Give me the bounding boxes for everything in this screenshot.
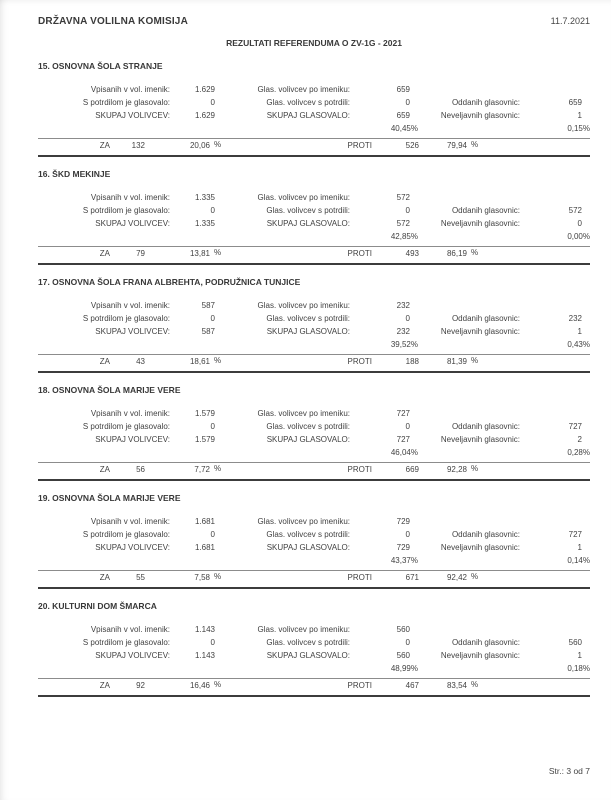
total-voted-value: 659 [396, 111, 410, 120]
proti-percent: 83,54 [446, 681, 467, 690]
turnout-percent: 40,45% [390, 124, 418, 133]
turnout-percent: 39,52% [390, 340, 418, 349]
results-table [38, 299, 590, 351]
za-proti-row [38, 246, 590, 263]
proti-label: PROTI [347, 681, 372, 690]
by-certificate-value: 0 [210, 206, 215, 215]
total-voted-value: 560 [396, 651, 410, 660]
by-certificate-label: S potrdilom je glasovalo: [82, 206, 170, 215]
turnout-percent: 43,37% [390, 556, 418, 565]
results-table [38, 407, 590, 459]
total-voters-value: 1.143 [194, 651, 215, 660]
polling-station-section [38, 61, 590, 157]
registered-label: Vpisanih v vol. imenik: [90, 301, 170, 310]
za-percent: 7,72 [194, 465, 210, 474]
percent-sign: % [471, 140, 479, 149]
by-certificate-value: 0 [210, 314, 215, 323]
invalid-ballots-value: 0 [577, 219, 582, 228]
ballots-cast-label: Oddanih glasovnic: [451, 98, 520, 107]
invalid-ballots-value: 1 [577, 327, 582, 336]
polling-station-section [38, 385, 590, 481]
invalid-ballots-value: 1 [577, 651, 582, 660]
invalid-percent: 0,14% [567, 556, 590, 565]
voted-by-register-value: 729 [396, 517, 410, 526]
proti-votes: 467 [405, 681, 419, 690]
voted-by-register-value: 232 [396, 301, 410, 310]
by-certificate-value: 0 [210, 638, 215, 647]
za-percent: 16,46 [189, 681, 210, 690]
registered-value: 1.681 [194, 517, 215, 526]
ballots-cast-label: Oddanih glasovnic: [451, 638, 520, 647]
invalid-percent: 0,00% [567, 232, 590, 241]
by-certificate-label: S potrdilom je glasovalo: [82, 422, 170, 431]
voted-by-certificate-value: 0 [405, 530, 410, 539]
polling-station-section [38, 601, 590, 697]
invalid-ballots-value: 2 [577, 435, 582, 444]
percent-sign: % [214, 464, 222, 473]
polling-station-section [38, 277, 590, 373]
ballots-cast-value: 572 [568, 206, 582, 215]
invalid-ballots-label: Neveljavnih glasovnic: [440, 543, 520, 552]
percent-sign: % [214, 680, 222, 689]
za-label: ZA [99, 465, 110, 474]
ballots-cast-label: Oddanih glasovnic: [451, 530, 520, 539]
za-votes: 43 [136, 357, 145, 366]
proti-label: PROTI [347, 249, 372, 258]
voted-by-register-label: Glas. volivcev po imeniku: [257, 85, 350, 94]
ballots-cast-label: Oddanih glasovnic: [451, 422, 520, 431]
percent-sign: % [214, 248, 222, 257]
proti-percent: 86,19 [446, 249, 467, 258]
total-voted-label: SKUPAJ GLASOVALO: [266, 435, 350, 444]
voted-by-certificate-value: 0 [405, 638, 410, 647]
section-title: 18. OSNOVNA ŠOLA MARIJE VERE [38, 385, 181, 395]
ballots-cast-label: Oddanih glasovnic: [451, 314, 520, 323]
total-voters-value: 1.335 [194, 219, 215, 228]
percent-sign: % [471, 248, 479, 257]
turnout-percent: 46,04% [390, 448, 418, 457]
percent-sign: % [471, 572, 479, 581]
section-title: 20. KULTURNI DOM ŠMARCA [38, 601, 157, 611]
registered-label: Vpisanih v vol. imenik: [90, 517, 170, 526]
results-table [38, 191, 590, 243]
invalid-ballots-value: 1 [577, 111, 582, 120]
results-table [38, 515, 590, 567]
ballots-cast-value: 232 [568, 314, 582, 323]
za-label: ZA [99, 357, 110, 366]
invalid-percent: 0,28% [567, 448, 590, 457]
by-certificate-label: S potrdilom je glasovalo: [82, 638, 170, 647]
organization-name: DRŽAVNA VOLILNA KOMISIJA [38, 16, 188, 27]
invalid-ballots-label: Neveljavnih glasovnic: [440, 435, 520, 444]
total-voters-value: 1.681 [194, 543, 215, 552]
ballots-cast-label: Oddanih glasovnic: [451, 206, 520, 215]
ballots-cast-value: 560 [568, 638, 582, 647]
voted-by-certificate-value: 0 [405, 98, 410, 107]
section-title: 19. OSNOVNA ŠOLA MARIJE VERE [38, 493, 181, 503]
za-proti-row [38, 462, 590, 479]
by-certificate-value: 0 [210, 98, 215, 107]
registered-label: Vpisanih v vol. imenik: [90, 193, 170, 202]
proti-votes: 188 [405, 357, 419, 366]
voted-by-register-value: 572 [396, 193, 410, 202]
proti-label: PROTI [347, 465, 372, 474]
za-label: ZA [99, 681, 110, 690]
document-header [38, 16, 590, 29]
total-voters-value: 1.579 [194, 435, 215, 444]
invalid-percent: 0,18% [567, 664, 590, 673]
proti-percent: 92,28 [446, 465, 467, 474]
ballots-cast-value: 659 [568, 98, 582, 107]
total-voters-label: SKUPAJ VOLIVCEV: [95, 651, 170, 660]
voted-by-certificate-value: 0 [405, 206, 410, 215]
sections-list [38, 61, 590, 697]
total-voted-value: 727 [396, 435, 410, 444]
results-table [38, 83, 590, 135]
proti-votes: 669 [405, 465, 419, 474]
za-percent: 18,61 [189, 357, 210, 366]
turnout-percent: 48,99% [390, 664, 418, 673]
percent-sign: % [471, 356, 479, 365]
total-voters-label: SKUPAJ VOLIVCEV: [95, 327, 170, 336]
turnout-percent: 42,85% [390, 232, 418, 241]
voted-by-register-value: 560 [396, 625, 410, 634]
total-voted-label: SKUPAJ GLASOVALO: [266, 219, 350, 228]
za-percent: 7,58 [194, 573, 210, 582]
percent-sign: % [471, 464, 479, 473]
document-title: REZULTATI REFERENDUMA O ZV-1G - 2021 [226, 38, 402, 48]
total-voters-label: SKUPAJ VOLIVCEV: [95, 219, 170, 228]
proti-votes: 493 [405, 249, 419, 258]
registered-label: Vpisanih v vol. imenik: [90, 85, 170, 94]
proti-percent: 92,42 [446, 573, 467, 582]
percent-sign: % [214, 572, 222, 581]
results-table [38, 623, 590, 675]
section-title: 17. OSNOVNA ŠOLA FRANA ALBREHTA, PODRUŽNICA TUNJICE [38, 277, 301, 287]
total-voted-label: SKUPAJ GLASOVALO: [266, 111, 350, 120]
total-voted-value: 729 [396, 543, 410, 552]
total-voters-label: SKUPAJ VOLIVCEV: [95, 435, 170, 444]
total-voted-label: SKUPAJ GLASOVALO: [266, 543, 350, 552]
by-certificate-value: 0 [210, 530, 215, 539]
section-title: 16. ŠKD MEKINJE [38, 169, 111, 179]
registered-value: 1.335 [194, 193, 215, 202]
proti-percent: 79,94 [446, 141, 467, 150]
registered-value: 1.579 [194, 409, 215, 418]
proti-votes: 526 [405, 141, 419, 150]
total-voters-value: 1.629 [194, 111, 215, 120]
voted-by-certificate-label: Glas. volivcev s potrdili: [266, 422, 350, 431]
total-voted-value: 232 [396, 327, 410, 336]
za-proti-row [38, 138, 590, 155]
za-votes: 132 [131, 141, 145, 150]
voted-by-register-label: Glas. volivcev po imeniku: [257, 517, 350, 526]
registered-label: Vpisanih v vol. imenik: [90, 625, 170, 634]
registered-value: 1.143 [194, 625, 215, 634]
voted-by-register-label: Glas. volivcev po imeniku: [257, 193, 350, 202]
za-votes: 92 [136, 681, 145, 690]
voted-by-register-label: Glas. volivcev po imeniku: [257, 301, 350, 310]
voted-by-certificate-label: Glas. volivcev s potrdili: [266, 638, 350, 647]
proti-votes: 671 [405, 573, 419, 582]
za-percent: 20,06 [189, 141, 210, 150]
za-proti-row [38, 570, 590, 587]
by-certificate-label: S potrdilom je glasovalo: [82, 530, 170, 539]
invalid-ballots-label: Neveljavnih glasovnic: [440, 651, 520, 660]
document-date: 11.7.2021 [550, 16, 590, 26]
total-voters-label: SKUPAJ VOLIVCEV: [95, 543, 170, 552]
by-certificate-value: 0 [210, 422, 215, 431]
za-proti-row [38, 678, 590, 695]
za-label: ZA [99, 249, 110, 258]
total-voted-value: 572 [396, 219, 410, 228]
total-voters-value: 587 [201, 327, 215, 336]
by-certificate-label: S potrdilom je glasovalo: [82, 314, 170, 323]
registered-value: 1.629 [194, 85, 215, 94]
page-number: Str.: 3 od 7 [548, 766, 590, 776]
registered-label: Vpisanih v vol. imenik: [90, 409, 170, 418]
voted-by-certificate-label: Glas. volivcev s potrdili: [266, 206, 350, 215]
invalid-ballots-label: Neveljavnih glasovnic: [440, 327, 520, 336]
voted-by-register-value: 727 [396, 409, 410, 418]
polling-station-section [38, 169, 590, 265]
total-voted-label: SKUPAJ GLASOVALO: [266, 651, 350, 660]
voted-by-register-label: Glas. volivcev po imeniku: [257, 625, 350, 634]
voted-by-certificate-value: 0 [405, 422, 410, 431]
invalid-ballots-label: Neveljavnih glasovnic: [440, 111, 520, 120]
za-votes: 79 [136, 249, 145, 258]
total-voters-label: SKUPAJ VOLIVCEV: [95, 111, 170, 120]
za-votes: 55 [136, 573, 145, 582]
voted-by-certificate-value: 0 [405, 314, 410, 323]
percent-sign: % [214, 356, 222, 365]
registered-value: 587 [201, 301, 215, 310]
proti-label: PROTI [347, 141, 372, 150]
percent-sign: % [471, 680, 479, 689]
ballots-cast-value: 727 [568, 530, 582, 539]
voted-by-register-value: 659 [396, 85, 410, 94]
section-title: 15. OSNOVNA ŠOLA STRANJE [38, 61, 163, 71]
voted-by-certificate-label: Glas. volivcev s potrdili: [266, 530, 350, 539]
za-label: ZA [99, 141, 110, 150]
percent-sign: % [214, 140, 222, 149]
za-proti-row [38, 354, 590, 371]
proti-label: PROTI [347, 357, 372, 366]
proti-percent: 81,39 [446, 357, 467, 366]
invalid-ballots-value: 1 [577, 543, 582, 552]
voted-by-register-label: Glas. volivcev po imeniku: [257, 409, 350, 418]
voted-by-certificate-label: Glas. volivcev s potrdili: [266, 314, 350, 323]
za-votes: 56 [136, 465, 145, 474]
total-voted-label: SKUPAJ GLASOVALO: [266, 327, 350, 336]
proti-label: PROTI [347, 573, 372, 582]
za-percent: 13,81 [189, 249, 210, 258]
invalid-percent: 0,43% [567, 340, 590, 349]
by-certificate-label: S potrdilom je glasovalo: [82, 98, 170, 107]
ballots-cast-value: 727 [568, 422, 582, 431]
voted-by-certificate-label: Glas. volivcev s potrdili: [266, 98, 350, 107]
za-label: ZA [99, 573, 110, 582]
polling-station-section [38, 493, 590, 589]
invalid-ballots-label: Neveljavnih glasovnic: [440, 219, 520, 228]
invalid-percent: 0,15% [567, 124, 590, 133]
